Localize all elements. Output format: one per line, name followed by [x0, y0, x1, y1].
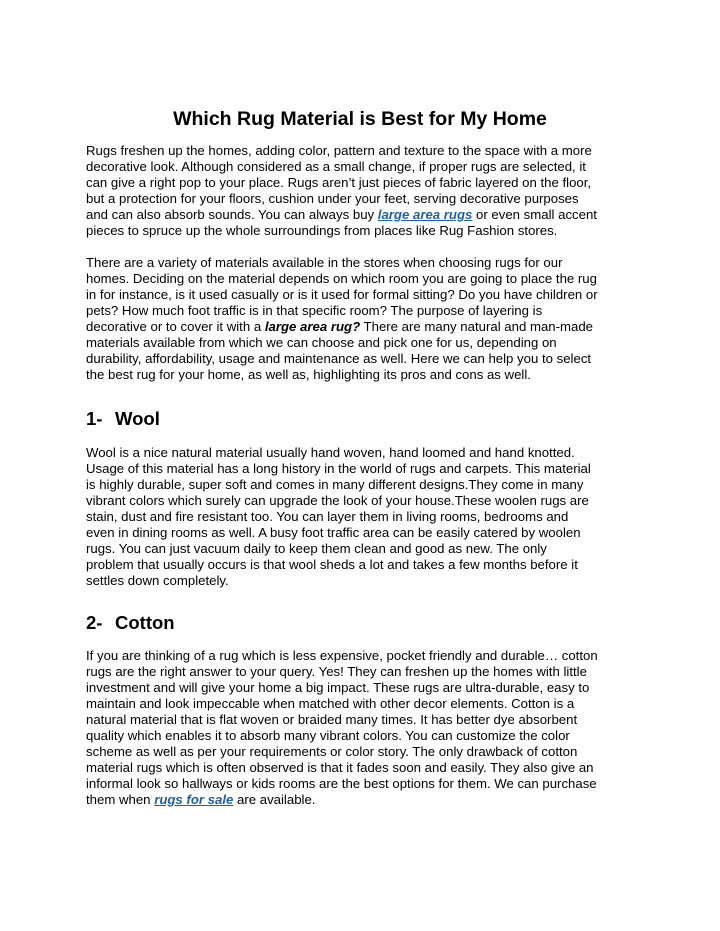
- materials-text: There are many natural and man-made: [360, 319, 593, 334]
- wool-line: Usage of this material has a long history in the world of rugs and carpets. This material: [86, 461, 591, 476]
- intro-paragraph: [86, 143, 646, 239]
- materials-line: in for instance, is it used casually or is it used for formal sitting? Do you have children or: [86, 287, 598, 302]
- page-title: Which Rug Material is Best for My Home: [173, 108, 547, 130]
- wool-line: is highly durable, super soft and comes in many different designs.They come in many: [86, 477, 584, 492]
- cotton-text: them when: [86, 792, 155, 807]
- wool-line: settles down completely.: [86, 573, 229, 588]
- cotton-line: informal look so hallways or kids rooms are the best options for them. We can purchase: [86, 776, 597, 791]
- cotton-line: natural material that is flat woven or braided many times. It has better dye absorbent: [86, 712, 578, 727]
- materials-line: [86, 319, 646, 335]
- wool-line: stain, dust and fire resistant too. You can layer them in living rooms, bedrooms and: [86, 509, 569, 524]
- materials-paragraph: [86, 255, 646, 383]
- intro-text: or even small accent: [472, 207, 597, 222]
- wool-line: Wool is a nice natural material usually hand woven, hand loomed and hand knotted.: [86, 445, 575, 460]
- cotton-heading: [86, 612, 175, 634]
- wool-line: vibrant colors which surely can upgrade the look of your house.These woolen rugs are: [86, 493, 589, 508]
- cotton-line: scheme as well as per your requirements or color story. The only drawback of cotton: [86, 744, 578, 759]
- intro-line: can give a right pop to your place. Rugs aren’t just pieces of fabric layered on the floor,: [86, 175, 592, 190]
- intro-line: [86, 207, 646, 223]
- cotton-paragraph: [86, 648, 646, 808]
- rugs-for-sale-link[interactable]: rugs for sale: [154, 792, 234, 807]
- materials-line: durability, affordability, usage and maintenance as well. Here we can help you to select: [86, 351, 592, 366]
- cotton-line: quality which enables it to absorb many vibrant colors. You can customize the color: [86, 728, 570, 743]
- materials-line: materials available from which we can choose and pick one for us, depending on: [86, 335, 557, 350]
- intro-line: decorative look. Although considered as a small change, if proper rugs are selected, it: [86, 159, 586, 174]
- intro-line: but a protection for your floors, cushion under your feet, serving decorative purposes: [86, 191, 579, 206]
- cotton-heading-text: Cotton: [115, 612, 175, 633]
- large-area-rugs-link[interactable]: large area rugs: [377, 207, 473, 222]
- large-area-rug-emphasis: large area rug?: [264, 319, 361, 334]
- cotton-line: investment and will give your home a big impact. These rugs are ultra-durable, easy to: [86, 680, 590, 695]
- intro-text: and can also absorb sounds. You can always buy: [86, 207, 378, 222]
- materials-line: There are a variety of materials available in the stores when choosing rugs for our: [86, 255, 563, 270]
- cotton-line: rugs are the right answer to your query. Yes! They can freshen up the homes with little: [86, 664, 587, 679]
- cotton-line: If you are thinking of a rug which is less expensive, pocket friendly and durable… cotton: [86, 648, 598, 663]
- materials-text: decorative or to cover it with a: [86, 319, 265, 334]
- cotton-line: material rugs which is often observed is that it fades soon and easily. They also give an: [86, 760, 594, 775]
- cotton-text: are available.: [233, 792, 316, 807]
- cotton-line: [86, 792, 646, 808]
- materials-line: homes. Deciding on the material depends on which room you are going to place the rug: [86, 271, 597, 286]
- wool-paragraph: [86, 445, 646, 589]
- wool-heading: [86, 408, 160, 430]
- materials-line: pets? How much foot traffic is in that specific room? The purpose of layering is: [86, 303, 543, 318]
- cotton-line: maintain and look impeccable when matched with other decor elements. Cotton is a: [86, 696, 575, 711]
- wool-heading-text: Wool: [115, 408, 160, 429]
- wool-line: rugs. You can just vacuum daily to keep them clean and good as new. The only: [86, 541, 547, 556]
- wool-line: even in dining rooms as well. A busy foot traffic area can be easily catered by woolen: [86, 525, 581, 540]
- wool-number: 1-: [86, 408, 103, 429]
- intro-line: pieces to spruce up the whole surroundings from places like Rug Fashion stores.: [86, 223, 558, 238]
- intro-line: Rugs freshen up the homes, adding color, pattern and texture to the space with a more: [86, 143, 592, 158]
- wool-line: problem that usually occurs is that wool sheds a lot and takes a few months before it: [86, 557, 578, 572]
- materials-line: the best rug for your home, as well as, highlighting its pros and cons as well.: [86, 367, 531, 382]
- cotton-number: 2-: [86, 612, 103, 633]
